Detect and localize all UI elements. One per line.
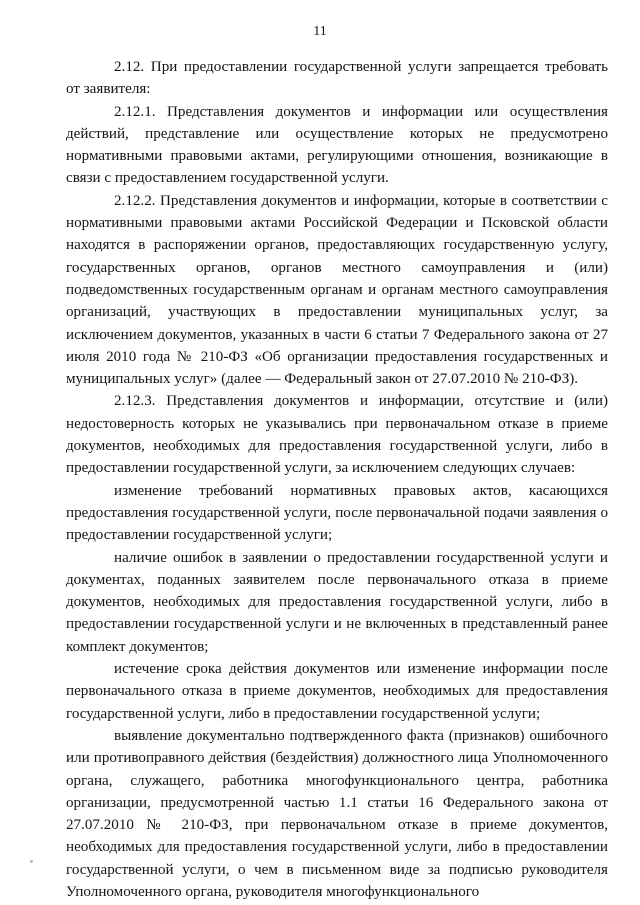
exception-item-3: истечение срока действия документов или изменение информации после первоначального отказа в приеме документов, необходимых для предоставления государственной услуги, либо в предоставлении государственной услуги; (66, 661, 608, 722)
scan-speck (30, 860, 33, 863)
paragraph-2-12: 2.12. При предоставлении государственной услуги запрещается требовать от заявителя: (66, 59, 608, 98)
page-number: 11 (313, 24, 327, 39)
exception-item-4: выявление документально подтвержденного факта (признаков) ошибочного или противоправного действия (бездействия) должностного лица Уполномоченного органа, служащего, работника многофункционального центра, работника организации, предусмотренной частью 1.1 статьи 16 Федерального закона от 27.07.2010 № 210-ФЗ, при первоначальном отказе в приеме документов, необходимых для предоставления государственной услуги, либо в предоставлении государственной услуги, о чем в письменном виде за подписью руководителя Уполномоченного органа, руководителя многофункционального (66, 727, 608, 900)
document-body (66, 56, 608, 903)
exception-item-1: изменение требований нормативных правовых актов, касающихся предоставления государственной услуги, после первоначальной подачи заявления о предоставлении государственной услуги; (66, 482, 608, 544)
paragraph-2-12-1: 2.12.1. Представления документов и информации или осуществления действий, представление или осуществление которых не предусмотрено нормативными правовыми актами, регулирующими отношения, возникающие в связи с предоставлением государственной услуги. (66, 103, 608, 187)
paragraph-2-12-2: 2.12.2. Представления документов и информации, которые в соответствии с нормативными правовыми актами Российской Федерации и Псковской области находятся в распоряжении органов, предоставляющих государственную услугу, государственных органов, органов местного самоуправления и (или) подведомственных государственным органам и органам местного самоуправления организаций, участвующих в предоставлении муниципальных услуг, за исключением документов, указанных в части 6 статьи 7 Федерального закона от 27 июля 2010 года № 210-ФЗ «Об организации предоставления государственных и муниципальных услуг» (далее — Федеральный закон от 27.07.2010 № 210-ФЗ). (66, 192, 608, 388)
paragraph-2-12-3: 2.12.3. Представления документов и информации, отсутствие и (или) недостоверность которых не указывались при первоначальном отказе в приеме документов, необходимых для предоставления государственной услуги, либо в предоставлении государственной услуги, за исключением следующих случаев: (66, 393, 608, 477)
exception-item-2: наличие ошибок в заявлении о предоставлении государственной услуги и документах, поданных заявителем после первоначального отказа в приеме документов, необходимых для предоставления государственной услуги, либо в предоставлении государственной услуги и не включенных в представленный ранее комплект документов; (66, 549, 608, 655)
